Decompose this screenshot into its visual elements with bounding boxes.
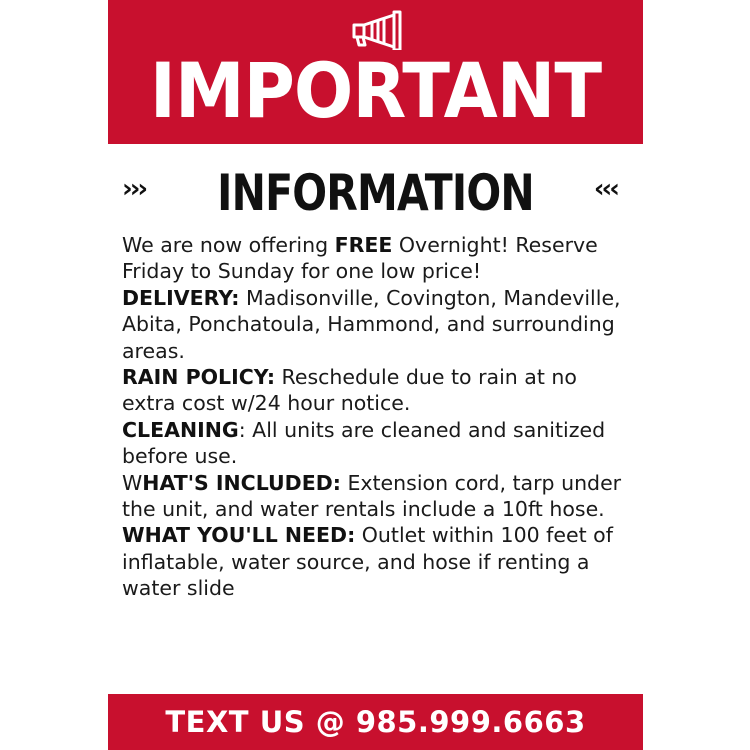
cleaning-paragraph: CLEANING: All units are cleaned and sanitized before use. bbox=[122, 417, 606, 469]
free-label: FREE bbox=[334, 233, 393, 257]
what-youll-need-label: WHAT YOU'LL NEED: bbox=[122, 523, 356, 548]
megaphone-icon bbox=[348, 10, 408, 50]
info-body bbox=[122, 232, 632, 602]
chevrons-right-icon: ››› bbox=[122, 174, 146, 204]
header-banner bbox=[108, 0, 643, 144]
whats-included-label: HAT'S INCLUDED: bbox=[142, 470, 341, 495]
rain-policy-paragraph: RAIN POLICY: Reschedule due to rain at no extra cost w/24 hour notice. bbox=[122, 365, 577, 416]
page-title: IMPORTANT bbox=[149, 46, 602, 135]
intro-paragraph: We are now offering FREE Overnight! Reserve Friday to Sunday for one low price! bbox=[122, 233, 598, 284]
chevrons-left-icon: ‹‹‹ bbox=[593, 174, 617, 204]
contact-text: TEXT US @ 985.999.6663 bbox=[165, 705, 586, 739]
what-youll-need-paragraph: WHAT YOU'LL NEED: Outlet within 100 feet of inflatable, water source, and hose if renting a water slide bbox=[122, 523, 613, 601]
cleaning-label: CLEANING bbox=[122, 417, 239, 442]
whats-included-paragraph: WHAT'S INCLUDED: Extension cord, tarp under the unit, and water rentals include a 10ft hose. bbox=[122, 470, 622, 522]
rain-policy-label: RAIN POLICY: bbox=[122, 365, 276, 390]
footer-banner bbox=[108, 694, 643, 750]
delivery-label: DELIVERY: bbox=[122, 285, 240, 310]
flyer bbox=[108, 0, 643, 750]
subheader-title: INFORMATION bbox=[217, 164, 534, 222]
subheader bbox=[108, 160, 643, 230]
delivery-paragraph: DELIVERY: Madisonville, Covington, Mandeville, Abita, Ponchatoula, Hammond, and surrounding areas. bbox=[122, 285, 621, 363]
